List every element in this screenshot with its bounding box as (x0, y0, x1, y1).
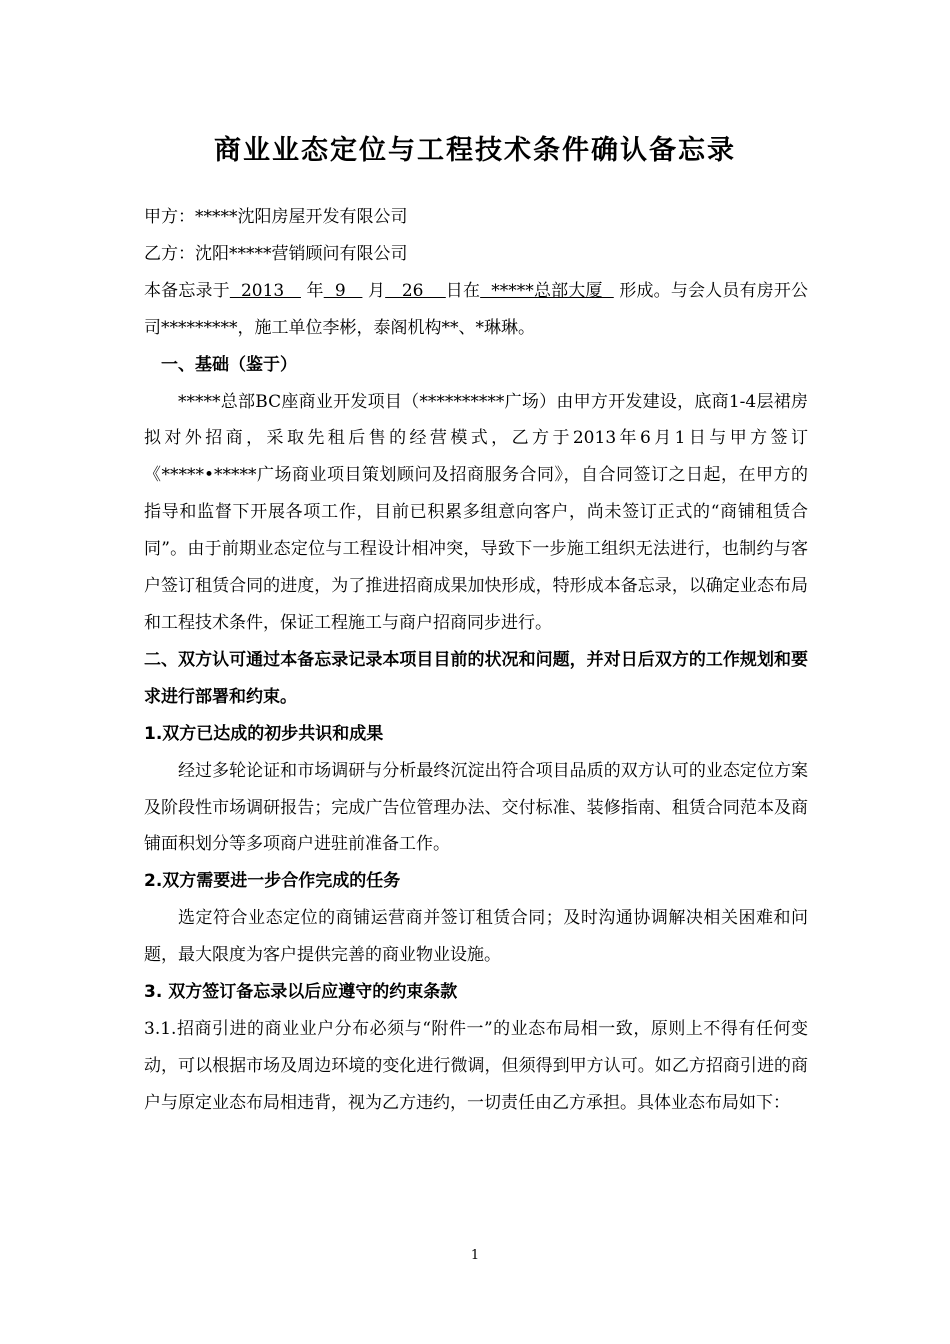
meeting-day: 26 (385, 280, 446, 301)
meeting-suffix: 形成。与会人员有房开公司*********，施工单位李彬，泰阁机构**、*琳琳。 (144, 280, 809, 338)
party-b-line: 乙方：沈阳*****营销顾问有限公司 (144, 243, 408, 264)
meeting-place: *****总部大厦 (480, 280, 614, 301)
sub2-body: 选定符合业态定位的商铺运营商并签订租赁合同；及时沟通协调解决相关困难和问题，最大限度为客户提供完善的商业物业设施。 (144, 908, 808, 966)
section2-heading: 二、双方认可通过本备忘录记录本项目目前的状况和问题，并对日后双方的工作规划和要求进行部署和约束。 (144, 649, 808, 707)
sub2-heading: 2.双方需要进一步合作完成的任务 (144, 871, 401, 892)
sub3-heading: 3. 双方签订备忘录以后应遵守的约束条款 (144, 982, 458, 1003)
section1-body: *****总部BC座商业开发项目（**********广场）由甲方开发建设，底商1-4层裙房拟对外招商，采取先租后售的经营模式，乙方于2013年6月1日与甲方签订《*****•*****广场商业项目策划顾问及招商服务合同》，自合同签订之日起，在甲方的指导和监督下开展各项工作，目前已积累多组意向客户，尚未签订正式的“商铺租赁合同”。由于前期业态定位与工程设计相冲突，导致下一步施工组织无法进行，也制约与客户签订租赁合同的进度，为了推进招商成果加快形成，特形成本备忘录，以确定业态布局和工程技术条件，保证工程施工与商户招商同步进行。 (144, 391, 808, 633)
meeting-year-unit: 年 (300, 280, 324, 301)
meeting-day-unit: 日在 (445, 280, 481, 301)
meeting-prefix: 本备忘录于 (144, 280, 230, 301)
section1-heading: 一、基础（鉴于） (161, 354, 297, 375)
document-title: 商业业态定位与工程技术条件确认备忘录 (214, 135, 736, 166)
document-body (144, 199, 808, 1122)
meeting-month: 9 (323, 280, 363, 301)
meeting-month-unit: 月 (362, 280, 386, 301)
meeting-line (144, 273, 808, 347)
sub1-heading: 1.双方已达成的初步共识和成果 (144, 723, 384, 744)
party-a-line: 甲方：*****沈阳房屋开发有限公司 (144, 207, 408, 227)
page-number: 1 (470, 1248, 480, 1263)
meeting-year: 2013 (229, 280, 301, 301)
sub1-body: 经过多轮论证和市场调研与分析最终沉淀出符合项目品质的双方认可的业态定位方案及阶段性市场调研报告；完成广告位管理办法、交付标准、装修指南、租赁合同范本及商铺面积划分等多项商户进驻前准备工作。 (144, 760, 808, 855)
sub3-1-body: 3.1.招商引进的商业业户分布必须与“附件一”的业态布局相一致，原则上不得有任何变动，可以根据市场及周边环境的变化进行微调，但须得到甲方认可。如乙方招商引进的商户与原定业态布局相违背，视为乙方违约，一切责任由乙方承担。具体业态布局如下： (144, 1018, 808, 1113)
